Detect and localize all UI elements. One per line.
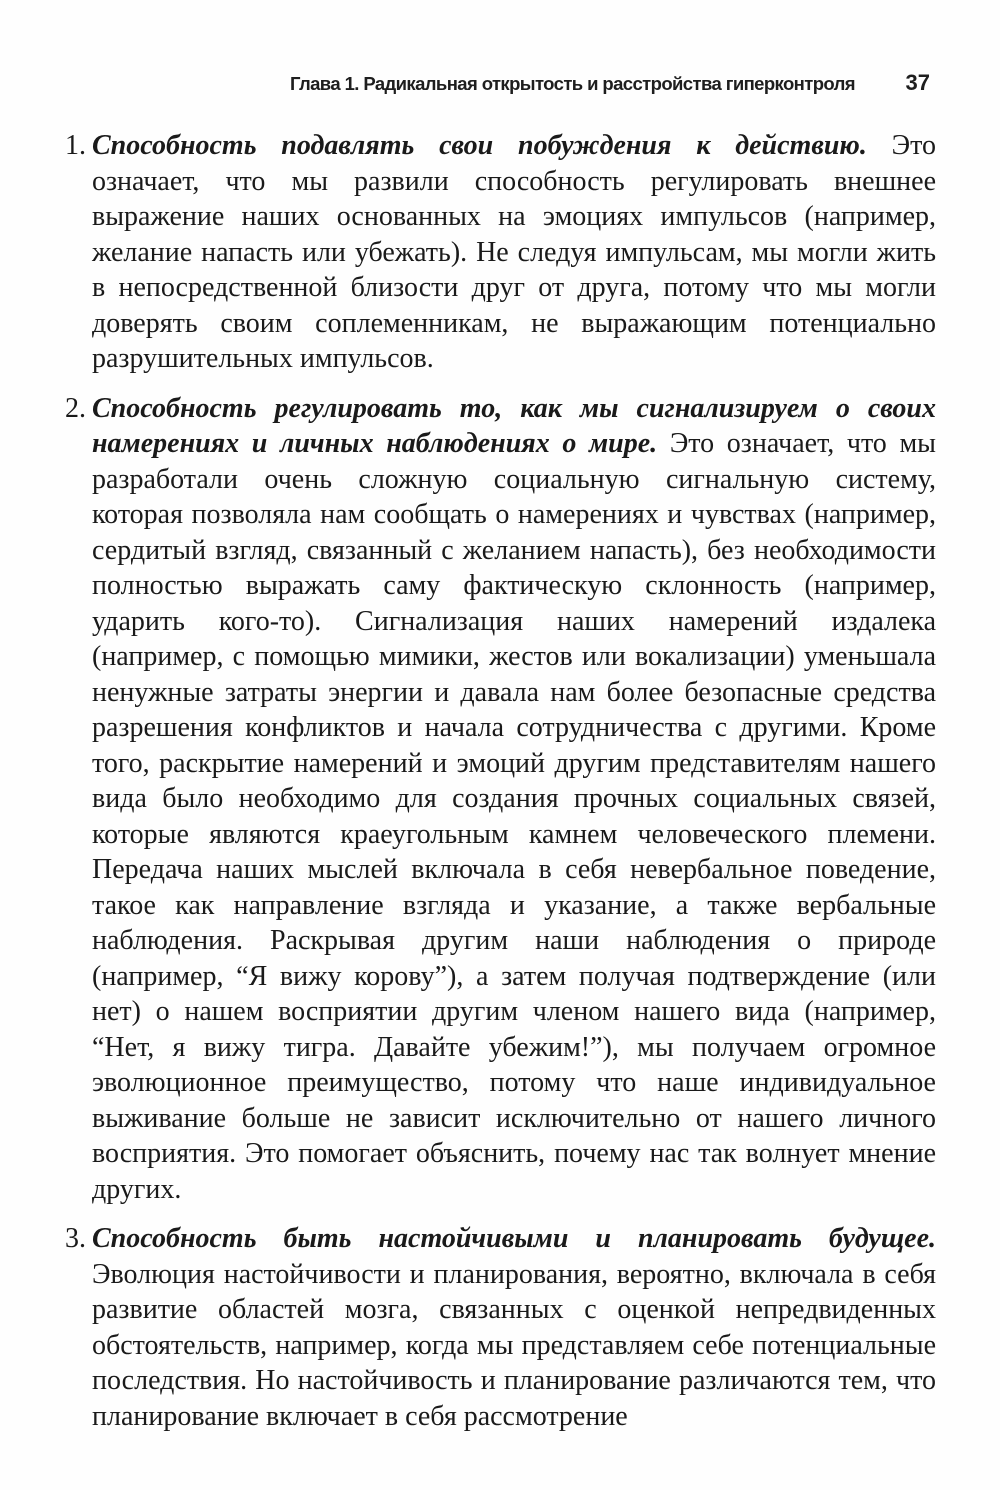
- list-item: [52, 391, 936, 1208]
- list-item: [52, 128, 936, 377]
- list-item-title: Способность быть настойчивыми и планировать будущее.: [92, 1223, 936, 1254]
- list-item-body: [92, 1221, 936, 1434]
- page-number: 37: [905, 70, 930, 95]
- running-head: [290, 70, 930, 96]
- list-item-number: 1.: [65, 130, 86, 161]
- list-item-number: 2.: [65, 392, 86, 424]
- list-item-title: Способность регулировать то, как мы сигнализируем о своих намерениях и личных наблюдениях о мире.: [92, 392, 936, 459]
- list-item-text: Это означает, что мы развили способность регулировать внешнее выражение наших основанных на эмоциях импульсов (например, желание напасть или убежать). Не следуя импульсам, мы могли жить в непосредственной близости друг от друга, потому что мы могли доверять своим соплеменникам, не выражающим потенциально разрушительных импульсов.: [92, 130, 936, 374]
- list-item-text: Это означает, что мы разработали очень сложную социальную сигнальную систему, которая позволяла нам сообщать о намерениях и чувствах (например, сердитый взгляд, связанный с желанием напасть), без необходимости полностью выражать саму фактическую склонность (например, ударить кого-то). Сигнализация наших намерений издалека (например, с помощью мимики, жестов или вокализации) уменьшала ненужные затраты энергии и давала нам более безопасные средства разрешения конфликтов и начала сотрудничества с другими. Кроме того, раскрытие намерений и эмоций другим представителям нашего вида было необходимо для создания прочных социальных связей, которые являются краеугольным камнем человеческого племени. Передача наших мыслей включала в себя невербальное поведение, такое как направление взгляда и указание, а также вербальные наблюдения. Раскрывая другим наши наблюдения о природе (например, “Я вижу корову”), а затем получая подтверждение (или нет) о нашем восприятии другим членом нашего вида (например, “Нет, я вижу тигра. Давайте убежим!”), мы получаем огромное эволюционное преимущество, потому что наше индивидуальное выживание больше не зависит исключительно от нашего личного восприятия. Это помогает объяснить, почему нас так волнует мнение других.: [92, 428, 936, 1205]
- chapter-title: Глава 1. Радикальная открытость и расстройства гиперконтроля: [290, 73, 855, 94]
- list-item-body: [92, 128, 936, 377]
- list-item-body: [92, 391, 936, 1208]
- page-body: [52, 128, 936, 1448]
- list-item-text: Эволюция настойчивости и планирования, вероятно, включала в себя развитие областей мозга, связанных с оценкой непредвиденных обстоятельств, например, когда мы представляем себе потенциальные последствия. Но настойчивость и планирование различаются тем, что планирование включает в себя рассмотрение: [92, 1258, 936, 1432]
- list-item-number: 3.: [65, 1223, 86, 1254]
- list-item: [52, 1221, 936, 1434]
- list-item-title: Способность подавлять свои побуждения к действию.: [92, 130, 867, 161]
